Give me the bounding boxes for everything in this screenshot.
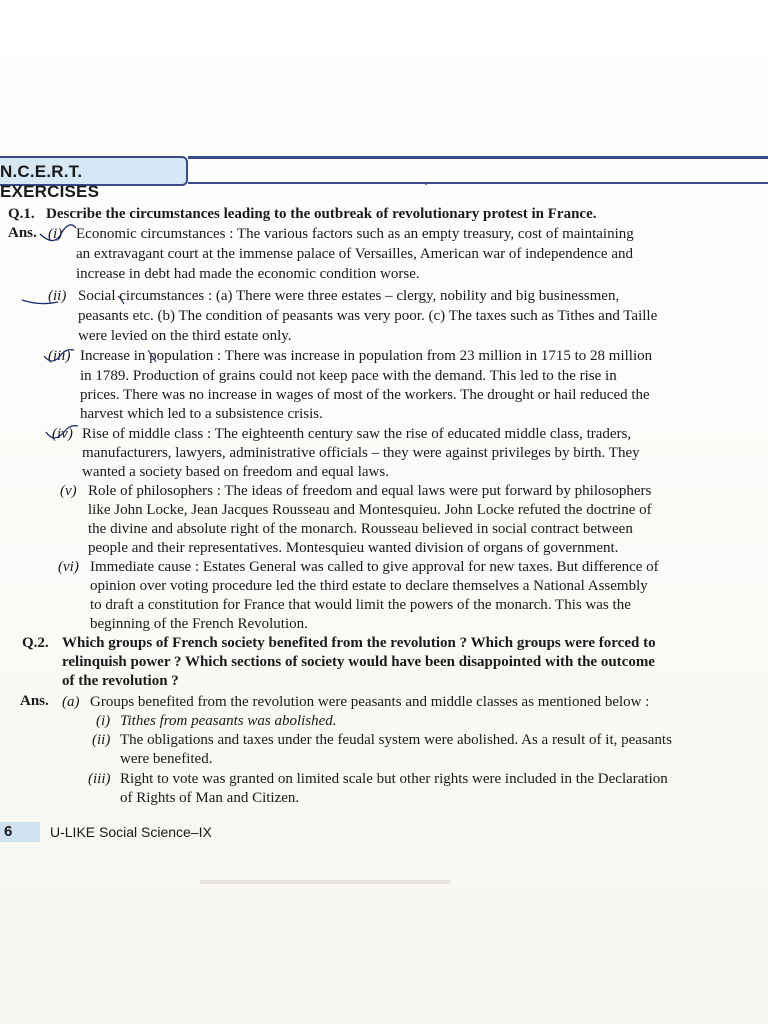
q2-sub-2-number: (ii): [92, 732, 111, 748]
q1-item-5-number: (v): [60, 483, 77, 499]
q2-sub-3-line-1: Right to vote was granted on limited scale but other rights were included in the Declaration: [120, 771, 668, 787]
q1-item-3-line-4: harvest which led to a subsistence crisis.: [80, 406, 323, 422]
q1-item-3-number: (iii): [48, 348, 71, 364]
q1-item-3-line-1: Increase in population : There was increase in population from 23 million in 1715 to 28 million: [80, 348, 653, 364]
q1-item-6-line-1: Immediate cause : Estates General was called to give approval for new taxes. But difference of: [90, 559, 659, 575]
page-number: 6: [4, 823, 13, 840]
section-title: N.C.E.R.T. EXERCISES: [0, 162, 100, 201]
q1-item-4-line-1: Rise of middle class : The eighteenth century saw the rise of educated middle class, traders,: [82, 426, 632, 442]
q2-question-line-3: of the revolution ?: [62, 673, 179, 689]
header-rule-bottom: [188, 182, 768, 184]
header-rule-top: [188, 156, 768, 159]
q1-item-1-line-3: increase in debt had made the economic condition worse.: [76, 266, 420, 282]
q2-sub-3-number: (iii): [88, 771, 111, 787]
q1-item-1-line-2: an extravagant court at the immense palace of Versailles, American war of independence and: [76, 246, 633, 262]
q2-sub-2-line-2: were benefited.: [120, 751, 213, 767]
q1-item-2-line-1: Social circumstances : (a) There were three estates – clergy, nobility and big businessmen,: [78, 288, 620, 304]
q1-item-1-line-1: Economic circumstances : The various factors such as an empty treasury, cost of maintaining: [76, 226, 634, 242]
q1-item-4-line-2: manufacturers, lawyers, administrative officials – they were against privileges by birth. They: [82, 445, 640, 461]
q1-answer-label: Ans.: [8, 225, 37, 241]
q1-item-4-line-3: wanted a society based on freedom and equal laws.: [82, 464, 389, 480]
q1-item-5-line-2: like John Locke, Jean Jacques Rousseau and Montesquieu. John Locke refuted the doctrine of: [88, 502, 652, 518]
header-title-box: [0, 156, 188, 201]
q1-item-3-line-2: in 1789. Production of grains could not keep pace with the demand. This led to the rise in: [80, 368, 617, 384]
q2-sub-3-line-2: of Rights of Man and Citizen.: [120, 790, 300, 806]
q2-sub-1-number: (i): [96, 713, 111, 729]
q1-item-2-line-3: were levied on the third estate only.: [78, 328, 292, 344]
q1-question: Describe the circumstances leading to the outbreak of revolutionary protest in France.: [46, 206, 597, 222]
q2-answer-label: Ans.: [20, 693, 49, 709]
q2-label: Q.2.: [22, 635, 49, 651]
q1-label: Q.1.: [8, 206, 35, 222]
q2-part-a-text: Groups benefited from the revolution were peasants and middle classes as mentioned below :: [90, 694, 650, 710]
q1-item-5-line-3: the divine and absolute right of the monarch. Rousseau believed in social contract between: [88, 521, 633, 537]
section-header: [0, 150, 768, 201]
q1-item-5-line-4: people and their representatives. Montesquieu wanted division of organs of government.: [88, 540, 619, 556]
book-title: U-LIKE Social Science–IX: [50, 824, 212, 840]
print-speck: [425, 183, 427, 185]
q2-question-line-2: relinquish power ? Which sections of society would have been disappointed with the outcome: [62, 654, 655, 670]
q2-question-line-1: Which groups of French society benefited from the revolution ? Which groups were forced to: [62, 635, 656, 651]
q1-item-6-line-2: opinion over voting procedure led the third estate to declare themselves a National Assembly: [90, 578, 648, 594]
q1-item-6-number: (vi): [58, 559, 79, 575]
q1-item-3-line-3: prices. There was no increase in wages of most of the workers. The drought or hail reduced the: [80, 387, 650, 403]
q1-item-2-number: (ii): [48, 288, 67, 304]
q1-item-6-line-3: to draft a constitution for France that would limit the powers of the monarch. This was the: [90, 597, 631, 613]
page-edge-shadow: [200, 880, 450, 884]
q1-item-5-line-1: Role of philosophers : The ideas of freedom and equal laws were put forward by philosophers: [88, 483, 652, 499]
q1-item-1-number: (i): [48, 226, 63, 242]
page-footer: [0, 822, 768, 844]
q1-item-2-line-2: peasants etc. (b) The condition of peasants was very poor. (c) The taxes such as Tithes and Taille: [78, 308, 658, 324]
q2-part-a-number: (a): [62, 694, 80, 710]
q1-item-6-line-4: beginning of the French Revolution.: [90, 616, 308, 632]
q2-sub-2-line-1: The obligations and taxes under the feudal system were abolished. As a result of it, peasants: [120, 732, 672, 748]
q1-item-4-number: (iv): [52, 426, 73, 442]
q2-sub-1-line-1: Tithes from peasants was abolished.: [120, 713, 337, 729]
page-number-box: [0, 822, 40, 842]
